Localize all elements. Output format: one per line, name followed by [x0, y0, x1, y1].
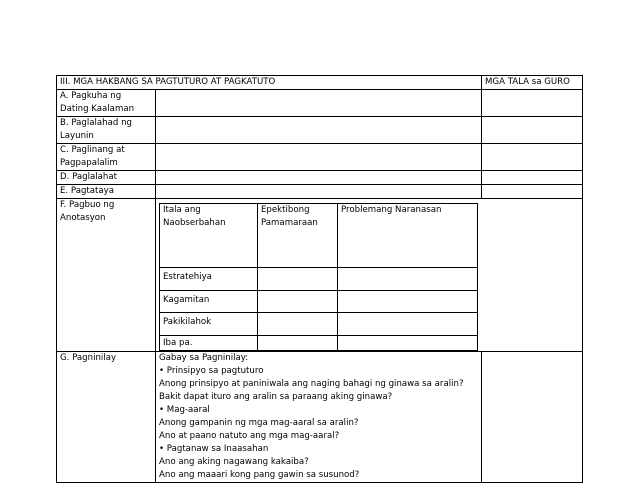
table-row: [57, 90, 583, 117]
annotation-header-effective: Epektibong Pamamaraan: [258, 204, 338, 268]
row-label-e: E. Pagtataya: [57, 185, 156, 199]
annotation-item-label: Pakikilahok: [160, 313, 258, 336]
reflection-line: • Pagtanaw sa Inaasahan: [159, 444, 269, 454]
row-label-g: G. Pagninilay: [57, 352, 156, 483]
annotation-item-cell: [258, 313, 338, 336]
annotation-item-row: [160, 291, 478, 313]
annotation-item-row: [160, 268, 478, 291]
row-notes-g: [482, 352, 583, 483]
row-label-c: C. Paglinang at Pagpapalalim: [57, 144, 156, 171]
row-content-b: [156, 117, 482, 144]
reflection-row: [57, 352, 583, 483]
row-notes-c: [482, 144, 583, 171]
annotation-item-cell: [258, 291, 338, 313]
annotation-header-problems: Problemang Naranasan: [338, 204, 478, 268]
annotation-item-label: Kagamitan: [160, 291, 258, 313]
annotation-header-row: [160, 204, 478, 268]
table-row: [57, 117, 583, 144]
reflection-line: Ano ang aking nagawang kakaiba?: [159, 457, 309, 467]
row-content-c: [156, 144, 482, 171]
header-row: [57, 76, 583, 90]
reflection-line: Ano at paano natuto ang mga mag-aaral?: [159, 431, 340, 441]
annotation-header-observed: Itala ang Naobserbahan: [160, 204, 258, 268]
row-content-d: [156, 171, 482, 185]
annotation-item-cell: [258, 336, 338, 351]
lesson-plan-table: [56, 75, 583, 483]
annotation-item-cell: [338, 336, 478, 351]
row-label-b: B. Paglalahad ng Layunin: [57, 117, 156, 144]
annotation-item-label: Iba pa.: [160, 336, 258, 351]
table-row: [57, 144, 583, 171]
row-content-a: [156, 90, 482, 117]
header-steps-cell: III. MGA HAKBANG SA PAGTUTURO AT PAGKATUTO: [57, 76, 482, 90]
row-notes-a: [482, 90, 583, 117]
reflection-line: Ano ang maaari kong pang gawin sa susunod?: [159, 470, 360, 480]
reflection-line: Anong gampanin ng mga mag-aaral sa aralin?: [159, 418, 359, 428]
row-notes-e: [482, 185, 583, 199]
annotation-item-cell: [338, 268, 478, 291]
annotation-cell: [156, 199, 583, 352]
annotation-item-cell: [258, 268, 338, 291]
reflection-line: Gabay sa Pagninilay:: [159, 353, 249, 363]
annotation-row: [57, 199, 583, 352]
annotation-item-cell: [338, 313, 478, 336]
annotation-table: [159, 203, 478, 351]
annotation-item-cell: [338, 291, 478, 313]
reflection-line: Anong prinsipyo at paniniwala ang naging bahagi ng ginawa sa aralin?: [159, 379, 464, 389]
row-label-a: A. Pagkuha ng Dating Kaalaman: [57, 90, 156, 117]
reflection-line: • Prinsipyo sa pagtuturo: [159, 366, 264, 376]
row-notes-d: [482, 171, 583, 185]
reflection-content: [156, 352, 482, 483]
header-notes-cell: MGA TALA sa GURO: [482, 76, 583, 90]
reflection-line: • Mag-aaral: [159, 405, 210, 415]
row-label-f: F. Pagbuo ng Anotasyon: [57, 199, 156, 352]
table-row: [57, 171, 583, 185]
row-notes-b: [482, 117, 583, 144]
row-label-d: D. Paglalahat: [57, 171, 156, 185]
reflection-line: Bakit dapat ituro ang aralin sa paraang aking ginawa?: [159, 392, 393, 402]
annotation-item-row: [160, 313, 478, 336]
row-content-e: [156, 185, 482, 199]
annotation-item-row: [160, 336, 478, 351]
annotation-item-label: Estratehiya: [160, 268, 258, 291]
table-row: [57, 185, 583, 199]
